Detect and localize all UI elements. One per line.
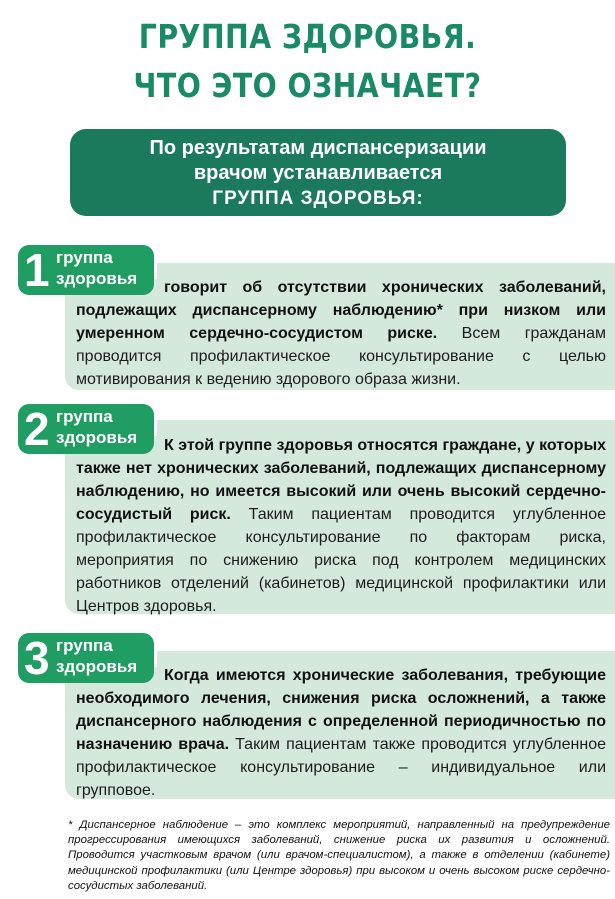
group-1-number: 1 (24, 244, 50, 296)
group-1-label-word-2: здоровья (56, 269, 138, 288)
page-title-line-2: ЧТО ЭТО ОЗНАЧАЕТ? (133, 66, 482, 105)
footnote: * Диспансерное наблюдение – это комплекс мероприятий, направленный на предупреждение прогрессирования имеющихся заболеваний, снижение риска их развития и осложнений. Проводится участковым врачом (или врачом-специалистом), а также в отделении (кабинете) медицинской профилактики (или Центре здоровья) при высоком и очень высоком риске сердечно-сосудистых заболеваний. (68, 819, 610, 892)
intro-banner (70, 129, 566, 216)
group-2-description-regular: Таким пациентам проводится углубленное профилактическое консультирование по факторам риска, мероприятия по снижению риска под контролем медицинских работников отделений (кабинетов) медицинской профилактики или Центров здоровья. (76, 506, 606, 615)
group-1-description-regular: Всем гражданам проводится профилактическое консультирование с целью мотивирования к ведению здорового образа жизни. (76, 325, 606, 388)
group-3-label-word-2: здоровья (56, 657, 138, 676)
group-2-label-word-1: группа (56, 407, 113, 426)
page-title (43, 12, 572, 110)
group-2-number: 2 (24, 403, 50, 455)
group-2-label-word-2: здоровья (56, 428, 138, 447)
group-2-description (76, 434, 606, 618)
group-3-label-word-1: группа (56, 636, 113, 655)
intro-line-2: врачом устанавливается (193, 162, 443, 184)
group-3-description-regular: Таким пациентам также проводится углубленное профилактическое консультирование – индивидуальное или групповое. (76, 736, 606, 799)
group-1-label-word-1: группа (56, 248, 113, 267)
group-3-description-bold: Когда имеются хронические заболевания, требующие необходимого лечения, снижения риска осложнений, а также диспансерного наблюдения с определенной периодичностью по назначению врача. (76, 667, 606, 753)
group-2-description-bold: К этой группе здоровья относятся граждане, у которых также нет хронических заболеваний, подлежащих диспансерному наблюдению, но имеется высокий или очень высокий сердечно-сосудистый риск. (76, 437, 606, 523)
group-3-description (76, 664, 606, 802)
intro-line-3: ГРУППА ЗДОРОВЬЯ: (212, 188, 424, 209)
group-3-number: 3 (24, 632, 50, 684)
group-1-description (76, 276, 606, 391)
intro-line-1: По результатам диспансеризации (149, 137, 487, 159)
page-title-line-1: ГРУППА ЗДОРОВЬЯ. (138, 17, 477, 56)
group-1-description-bold: говорит об отсутствии хронических заболеваний, подлежащих диспансерному наблюдению* при низком или умеренном сердечно-сосудистом риске. (76, 279, 606, 342)
